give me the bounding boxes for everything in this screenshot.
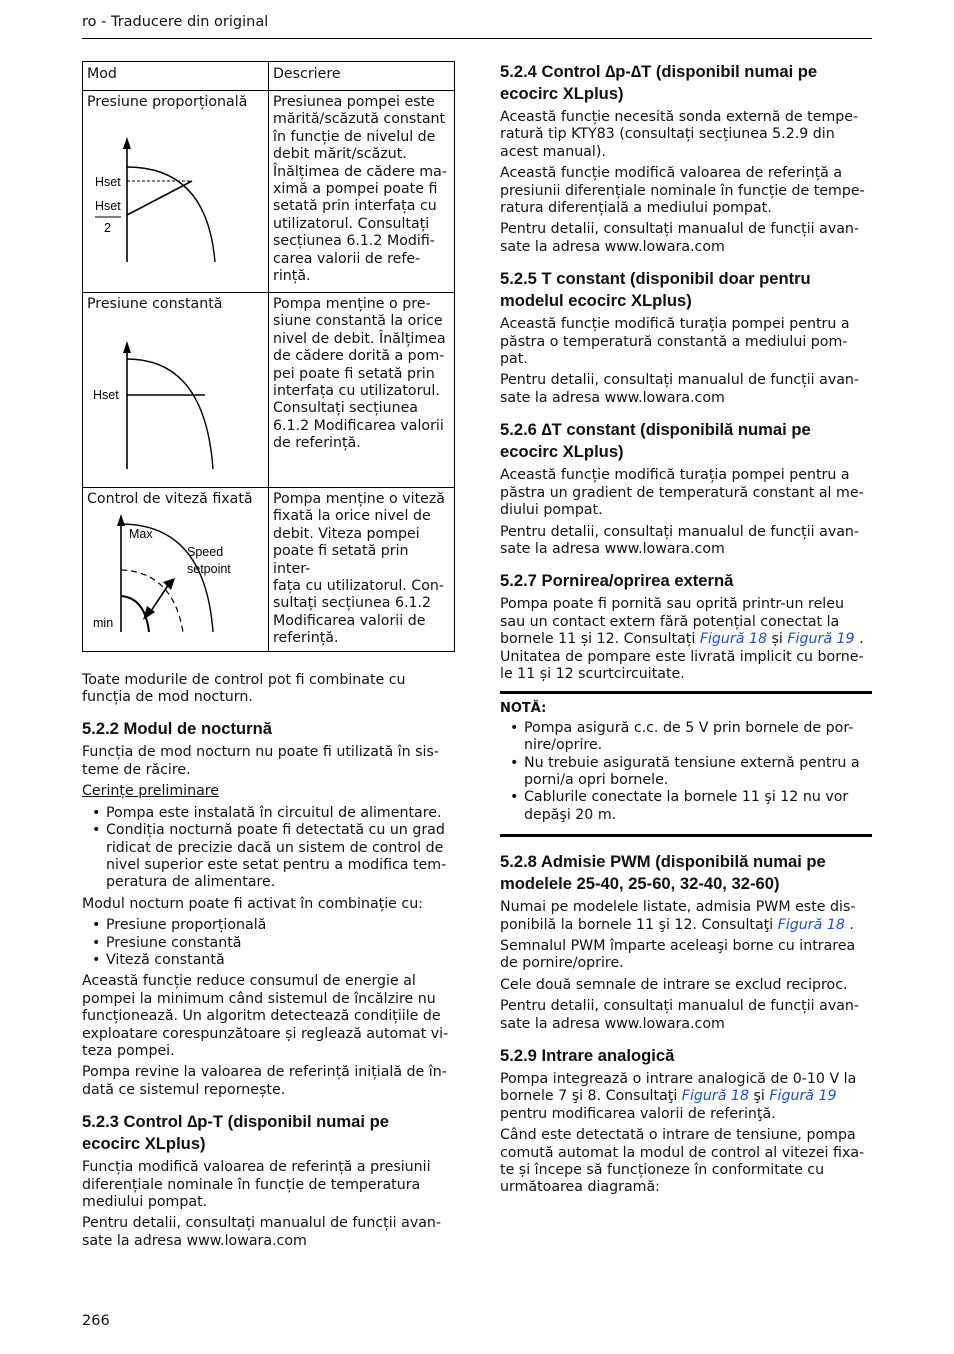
section-5-2-9-paragraph: Pompa integrează o intrare analogică de 0-10 V la bornele 7 şi 8. Consultaţi Figură 18 şi Figură 19 pentru modificarea valorii de referinţă. (500, 1071, 857, 1122)
description-text: Pompa menține o pre- siune constantă la orice nivel de debit. Înălțimea de cădere dorită a pom- pei poate fi setată prin interfața cu utilizatorul. Consultați secțiunea 6.1.2 Modificarea valorii de referință. (273, 296, 446, 452)
list-item: • Presiune constantă (82, 935, 455, 952)
list-item: • Condiția nocturnă poate fi detectată cu un grad ridicat de precizie dacă un sistem de control de nivel superior este setat pentru a modifica tem- peratura de alimentare. (82, 822, 455, 892)
section-5-2-5-title: 5.2.5 T constant (disponibil doar pentru modelul ecocirc XLplus) (500, 269, 811, 311)
section-5-2-8-paragraph: Pentru detalii, consultați manualul de funcții avan- sate la adresa www.lowara.com (500, 998, 860, 1032)
figure-19-link[interactable]: Figură 19 (769, 1088, 837, 1105)
list-item: • Cablurile conectate la bornele 11 şi 12 nu vor depăşi 20 m. (500, 789, 872, 824)
section-5-2-4-title: 5.2.4 Control ∆p-∆T (disponibil numai pe ecocirc XLplus) (500, 62, 818, 103)
hset-half-bottom-label: 2 (104, 221, 111, 236)
prerequisites-label: Cerințe preliminare (82, 783, 220, 800)
table-header-row (83, 62, 455, 91)
hset-label: Hset (95, 175, 121, 190)
section-5-2-6-title: 5.2.6 ∆T constant (disponibilă numai pe ecocirc XLplus) (500, 420, 811, 462)
mode-label: Control de viteză fixată (87, 491, 253, 507)
speed-label: Speed (187, 545, 224, 560)
max-label: Max (129, 527, 153, 542)
section-5-2-7-title: 5.2.7 Pornirea/oprirea externă (500, 571, 734, 591)
description-text: Presiunea pompei este mărită/scăzută constant în funcție de nivelul de debit mărit/scăzut. Înălțimea de cădere ma- ximă a pompei poate fi setată prin interfața cu utilizatorul. Consultați secțiunea 6.1.2 Modifi- carea valorii de refe- rință. (273, 94, 447, 285)
mode-cell (83, 293, 269, 488)
section-5-2-4-paragraph: Această funcție modifică valoarea de referință a presiunii diferențiale nominale în funcție de tempe- ratura diferențială a mediului pompat. (500, 165, 865, 217)
constant-pressure-diagram (87, 319, 265, 479)
section-5-2-2-paragraph: Această funcție reduce consumul de energie al pompei la minimum când sistemul de încălzire nu funcționează. Un algoritm detectează condițiile de exploatare corespunzătoare și reglează automat vi- teza pompei. (82, 973, 449, 1059)
header-rule (82, 38, 872, 39)
section-5-2-8-paragraph: Semnalul PWM împarte aceleaşi borne cu intrarea de pornire/oprire. (500, 938, 856, 972)
note-box (500, 691, 872, 837)
description-text: Pompa menține o viteză fixată la orice nivel de debit. Viteza pompei poate fi setată prin inter- fața cu utilizatorul. Con- sultați secțiunea 6.1.2 Modificarea valorii de referință. (273, 491, 445, 647)
control-modes-table (82, 61, 455, 652)
description-cell (269, 293, 455, 488)
figure-18-link[interactable]: Figură 18 (777, 916, 845, 933)
section-5-2-2-paragraph: Funcția de mod nocturn nu poate fi utilizată în sis- teme de răcire. (82, 744, 439, 778)
list-item: • Pompa este instalată în circuitul de alimentare. (82, 805, 455, 822)
description-cell (269, 91, 455, 293)
figure-19-link[interactable]: Figură 19 (787, 631, 855, 648)
section-5-2-2-paragraph: Pompa revine la valoarea de referință inițială de în- dată ce sistemul repornește. (82, 1064, 447, 1098)
fixed-speed-diagram (87, 514, 265, 636)
table-row-proportional-pressure (83, 91, 455, 293)
mode-label: Presiune constantă (87, 296, 223, 312)
section-5-2-9-paragraph: Când este detectată o intrare de tensiune, pompa comută automat la modul de control al vitezei fixa- te și începe să funcționeze în conformitate cu următoarea diagramă: (500, 1127, 865, 1196)
list-item: • Nu trebuie asigurată tensiune externă pentru a porni/a opri bornele. (500, 755, 872, 790)
table-row-fixed-speed (83, 488, 455, 652)
section-5-2-2-title: 5.2.2 Modul de nocturnă (82, 719, 272, 739)
note-list (500, 720, 872, 824)
section-5-2-8-paragraph: Cele două semnale de intrare se exclud reciproc. (500, 976, 848, 993)
night-mode-combinations-list (82, 917, 455, 969)
hset-half-top-label: Hset (95, 199, 121, 214)
page-header: ro - Traducere din original (82, 14, 269, 30)
left-column (82, 61, 455, 1254)
mode-cell (83, 91, 269, 293)
section-5-2-4-paragraph: Pentru detalii, consultați manualul de funcții avan- sate la adresa www.lowara.com (500, 221, 860, 255)
intro-paragraph: Toate modurile de control pot fi combinate cu funcția de mod nocturn. (82, 671, 406, 706)
section-5-2-3-paragraph: Funcția modifică valoarea de referință a presiunii diferențiale nominale în funcție de temperatura mediului pompat. (82, 1159, 431, 1210)
section-5-2-8-paragraph: Numai pe modelele listate, admisia PWM este dis- ponibilă la bornele 11 şi 12. Consultaţi Figură 18 . (500, 899, 856, 933)
list-item: • Viteză constantă (82, 952, 455, 969)
section-5-2-8-title: 5.2.8 Admisie PWM (disponibilă numai pe modelele 25-40, 25-60, 32-40, 32-60) (500, 852, 826, 894)
section-5-2-7-paragraph: Pompa poate fi pornită sau oprită printr-un releu sau un contact extern fără potențial conectat la bornele 11 și 12. Consultați Figură 18 și Figură 19 . Unitatea de pompare este livrată implicit cu borne- le 11 și 12 scurtcircuitate. (500, 596, 864, 682)
table-row-constant-pressure (83, 293, 455, 488)
min-label: min (93, 616, 114, 631)
proportional-pressure-diagram (87, 117, 265, 277)
note-title: NOTĂ: (500, 701, 547, 717)
section-5-2-3-paragraph: Pentru detalii, consultați manualul de funcții avan- sate la adresa www.lowara.com (82, 1215, 442, 1249)
right-column (500, 61, 872, 1201)
list-item: • Pompa asigură c.c. de 5 V prin bornele de por- nire/oprire. (500, 720, 872, 755)
hset-label: Hset (93, 388, 119, 403)
figure-18-link[interactable]: Figură 18 (699, 631, 768, 648)
section-5-2-5-paragraph: Această funcție modifică turația pompei pentru a păstra o temperatură constantă a mediului pom- pat. (500, 316, 850, 368)
description-cell (269, 488, 455, 652)
section-5-2-5-paragraph: Pentru detalii, consultați manualul de funcții avan- sate la adresa www.lowara.com (500, 372, 860, 406)
section-5-2-3-title: 5.2.3 Control ∆p-T (disponibil numai pe ecocirc XLplus) (82, 1112, 390, 1154)
figure-18-link[interactable]: Figură 18 (681, 1088, 749, 1105)
section-5-2-4-paragraph: Această funcție necesită sonda externă de tempe- ratură tip KTY83 (consultați secțiunea 5.2.9 din acest manual). (500, 109, 859, 160)
section-5-2-6-paragraph: Această funcție modifică turația pompei pentru a păstra un gradient de temperatură constant al me- diului pompat. (500, 467, 864, 519)
mode-label: Presiune proporțională (87, 94, 248, 110)
mode-cell (83, 488, 269, 652)
prerequisites-list (82, 805, 455, 892)
table-header-mode: Mod (83, 62, 269, 91)
list-item: • Presiune proporțională (82, 917, 455, 934)
section-5-2-2-paragraph: Modul nocturn poate fi activat în combinație cu: (82, 895, 423, 912)
section-5-2-6-paragraph: Pentru detalii, consultați manualul de funcții avan- sate la adresa www.lowara.com (500, 523, 860, 557)
setpoint-label: setpoint (187, 562, 231, 577)
table-header-description: Descriere (269, 62, 455, 91)
section-5-2-9-title: 5.2.9 Intrare analogică (500, 1046, 675, 1066)
page-number: 266 (82, 1313, 110, 1329)
